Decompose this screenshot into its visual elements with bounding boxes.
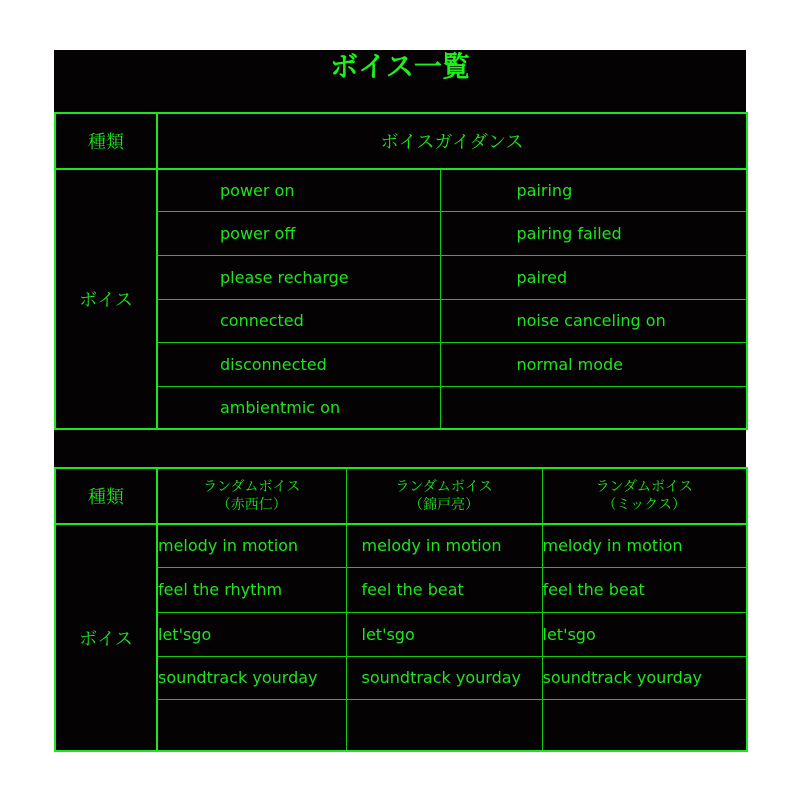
voice-cell: soundtrack yourday bbox=[346, 656, 542, 699]
row-label-voice: ボイス bbox=[55, 169, 157, 429]
voice-cell: melody in motion bbox=[542, 524, 747, 567]
voice-cell: let'sgo bbox=[542, 612, 747, 656]
voice-cell bbox=[346, 699, 542, 751]
table-row bbox=[55, 386, 747, 429]
voice-cell: pairing bbox=[440, 169, 747, 211]
column-header-line: （錦戸亮） bbox=[409, 497, 479, 513]
voice-cell: feel the beat bbox=[346, 567, 542, 612]
kind-header: 種類 bbox=[55, 113, 157, 169]
voice-cell: power on bbox=[157, 169, 440, 211]
voice-cell: normal mode bbox=[440, 342, 747, 386]
table-header-row bbox=[55, 113, 747, 169]
table-row bbox=[55, 567, 747, 612]
column-header-mix bbox=[542, 468, 747, 524]
voice-cell: disconnected bbox=[157, 342, 440, 386]
voice-cell bbox=[542, 699, 747, 751]
voice-cell: melody in motion bbox=[346, 524, 542, 567]
voice-cell: feel the rhythm bbox=[157, 567, 346, 612]
guidance-header: ボイスガイダンス bbox=[157, 113, 747, 169]
table-row bbox=[55, 342, 747, 386]
table-row bbox=[55, 656, 747, 699]
column-header-nishikido bbox=[346, 468, 542, 524]
table-row bbox=[55, 255, 747, 299]
column-header-akanishi bbox=[157, 468, 346, 524]
voice-list-panel bbox=[54, 50, 746, 750]
column-header-line: ランダムボイス bbox=[595, 479, 693, 495]
voice-cell: let'sgo bbox=[346, 612, 542, 656]
table-row bbox=[55, 699, 747, 751]
voice-cell: feel the beat bbox=[542, 567, 747, 612]
voice-cell: pairing failed bbox=[440, 211, 747, 255]
voice-cell: soundtrack yourday bbox=[542, 656, 747, 699]
page-title: ボイス一覧 bbox=[330, 50, 470, 83]
voice-cell: please recharge bbox=[157, 255, 440, 299]
table-row bbox=[55, 211, 747, 255]
voice-cell: paired bbox=[440, 255, 747, 299]
column-header-line: （赤西仁） bbox=[216, 497, 287, 513]
voice-cell: power off bbox=[157, 211, 440, 255]
table-row bbox=[55, 524, 747, 567]
voice-cell: let'sgo bbox=[157, 612, 346, 656]
voice-cell bbox=[157, 699, 346, 751]
table-row bbox=[55, 169, 747, 211]
voice-guidance-table bbox=[54, 112, 748, 430]
row-label-voice: ボイス bbox=[55, 524, 157, 751]
voice-cell: noise canceling on bbox=[440, 299, 747, 342]
column-header-line: ランダムボイス bbox=[395, 479, 493, 495]
random-voice-table bbox=[54, 467, 748, 752]
voice-cell: ambientmic on bbox=[157, 386, 440, 429]
voice-cell: soundtrack yourday bbox=[157, 656, 346, 699]
column-header-line: （ミックス） bbox=[602, 497, 687, 513]
column-header-line: ランダムボイス bbox=[203, 479, 301, 495]
kind-header: 種類 bbox=[55, 468, 157, 524]
table-row bbox=[55, 299, 747, 342]
voice-cell: melody in motion bbox=[157, 524, 346, 567]
voice-cell bbox=[440, 386, 747, 429]
voice-cell: connected bbox=[157, 299, 440, 342]
table-row bbox=[55, 612, 747, 656]
table-header-row bbox=[55, 468, 747, 524]
